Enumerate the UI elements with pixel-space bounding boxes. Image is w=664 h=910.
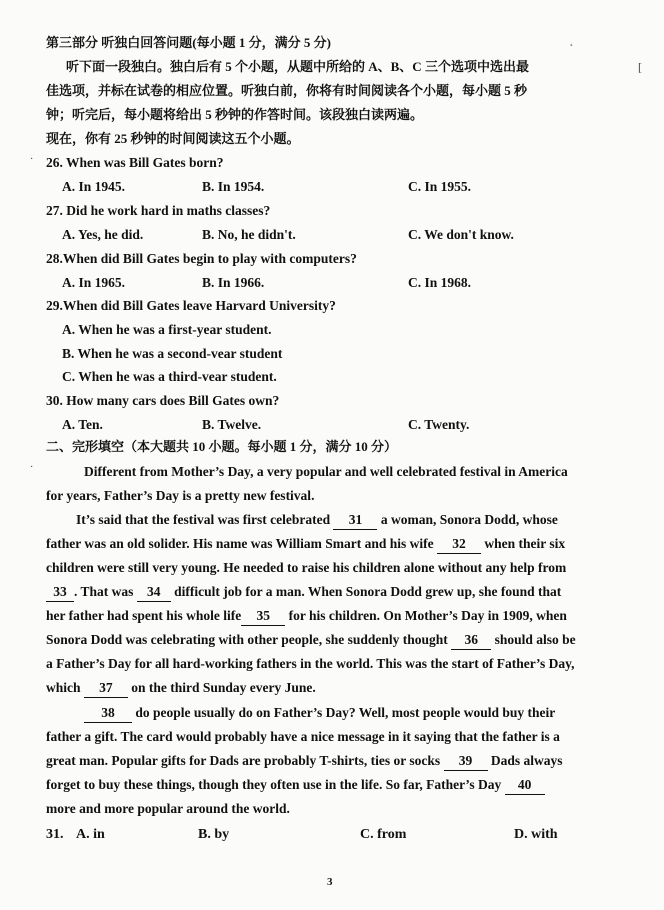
scan-mark: · <box>30 154 34 165</box>
text-segment: on the third Sunday every June. <box>131 680 316 695</box>
cloze-p2-line3: children were still very young. He needed to raise his children alone without any help from <box>46 560 567 575</box>
option-31-number: 31. <box>46 827 64 842</box>
scan-mark: · <box>30 462 34 473</box>
section3-instruction-line4: 现在，你有 25 秒钟的时间阅读这五个小题。 <box>46 131 300 146</box>
text-segment: should also be <box>494 632 576 647</box>
cloze-p3-line3 <box>46 752 563 771</box>
question-26: 26. When was Bill Gates born? <box>46 155 224 170</box>
cloze-p1-line2: for years, Father’s Day is a pretty new festival. <box>46 488 315 503</box>
cloze-p2-line7: a Father’s Day for all hard-working fathers in the world. This was the start of Father’s Day, <box>46 656 575 671</box>
option-31-a: A. in <box>76 827 105 842</box>
text-segment: Dads always <box>490 753 563 768</box>
text-segment: father was an old solider. His name was William Smart and his wife <box>46 536 434 551</box>
cloze-p3-line1 <box>84 704 555 723</box>
cloze-p1-line1: Different from Mother’s Day, a very popular and well celebrated festival in America <box>84 464 568 479</box>
text-segment: when their six <box>484 536 566 551</box>
page-number: 3 <box>327 876 333 888</box>
text-segment: for his children. On Mother’s Day in 1909, when <box>288 608 567 623</box>
text-segment: . That was <box>74 584 134 599</box>
q30-option-a: A. Ten. <box>62 417 103 432</box>
cloze-p2-line8 <box>46 679 316 698</box>
blank-38: 38 <box>84 704 132 723</box>
blank-39: 39 <box>444 752 488 771</box>
blank-37: 37 <box>84 679 128 698</box>
scan-mark: [ <box>638 60 642 74</box>
blank-40: 40 <box>505 776 545 795</box>
q28-option-c: C. In 1968. <box>408 275 472 290</box>
cloze-p3-line4 <box>46 776 545 795</box>
blank-34: 34 <box>137 583 171 602</box>
cloze-p2-line4 <box>46 583 561 602</box>
q26-option-b: B. In 1954. <box>202 179 265 194</box>
q26-option-a: A. In 1945. <box>62 179 126 194</box>
question-30: 30. How many cars does Bill Gates own? <box>46 393 280 408</box>
section3-instruction-line3: 钟；听完后，每小题将给出 5 秒钟的作答时间。该段独白读两遍。 <box>46 107 424 122</box>
blank-35: 35 <box>241 607 285 626</box>
cloze-p2-line6 <box>46 631 576 650</box>
text-segment: difficult job for a man. When Sonora Dodd grew up, she found that <box>174 584 562 599</box>
text-segment: a woman, Sonora Dodd, whose <box>380 512 558 527</box>
blank-36: 36 <box>451 631 491 650</box>
q30-option-c: C. Twenty. <box>408 417 470 432</box>
section3-instruction-line1: 听下面一段独白。独白后有 5 个小题，从题中所给的 A、B、C 三个选项中选出最 <box>66 59 529 74</box>
blank-33: 33 <box>46 583 74 602</box>
scan-mark: ˛ <box>570 36 574 47</box>
text-segment: It’s said that the festival was first celebrated <box>76 512 331 527</box>
cloze-p2-line2 <box>46 535 565 554</box>
cloze-section-title: 二、完形填空（本大题共 10 小题。每小题 1 分，满分 10 分） <box>46 439 398 454</box>
text-segment: do people usually do on Father’s Day? Well, most people would buy their <box>135 705 556 720</box>
text-segment: forget to buy these things, though they often use in the life. So far, Father’s Day <box>46 777 502 792</box>
q29-option-a: A. When he was a first-year student. <box>62 322 272 337</box>
cloze-p2-line5 <box>46 607 567 626</box>
question-29: 29.When did Bill Gates leave Harvard University? <box>46 298 336 313</box>
q27-option-c: C. We don't know. <box>408 227 514 242</box>
q29-option-c: C. When he was a third-vear student. <box>62 369 277 384</box>
option-31-d: D. with <box>514 827 558 842</box>
question-28: 28.When did Bill Gates begin to play with computers? <box>46 251 357 266</box>
text-segment: Sonora Dodd was celebrating with other people, she suddenly thought <box>46 632 448 647</box>
question-27: 27. Did he work hard in maths classes? <box>46 203 271 218</box>
cloze-p2-line1 <box>76 511 558 530</box>
q27-option-a: A. Yes, he did. <box>62 227 144 242</box>
q29-option-b: B. When he was a second-vear student <box>62 346 283 361</box>
cloze-p3-line5: more and more popular around the world. <box>46 801 290 816</box>
text-segment: which <box>46 680 81 695</box>
q27-option-b: B. No, he didn't. <box>202 227 296 242</box>
section3-instruction-line2: 佳选项，并标在试卷的相应位置。听独白前，你将有时间阅读各个小题，每小题 5 秒 <box>46 83 528 98</box>
cloze-p3-line2: father a gift. The card would probably have a nice message in it saying that the father is a <box>46 729 560 744</box>
q26-option-c: C. In 1955. <box>408 179 472 194</box>
q28-option-a: A. In 1965. <box>62 275 126 290</box>
option-31-c: C. from <box>360 827 407 842</box>
section3-title: 第三部分 听独白回答问题(每小题 1 分，满分 5 分) <box>46 35 331 50</box>
blank-32: 32 <box>437 535 481 554</box>
q28-option-b: B. In 1966. <box>202 275 265 290</box>
blank-31: 31 <box>333 511 377 530</box>
option-31-b: B. by <box>198 827 230 842</box>
q30-option-b: B. Twelve. <box>202 417 262 432</box>
text-segment: great man. Popular gifts for Dads are probably T-shirts, ties or socks <box>46 753 441 768</box>
text-segment: her father had spent his whole life <box>46 608 242 623</box>
